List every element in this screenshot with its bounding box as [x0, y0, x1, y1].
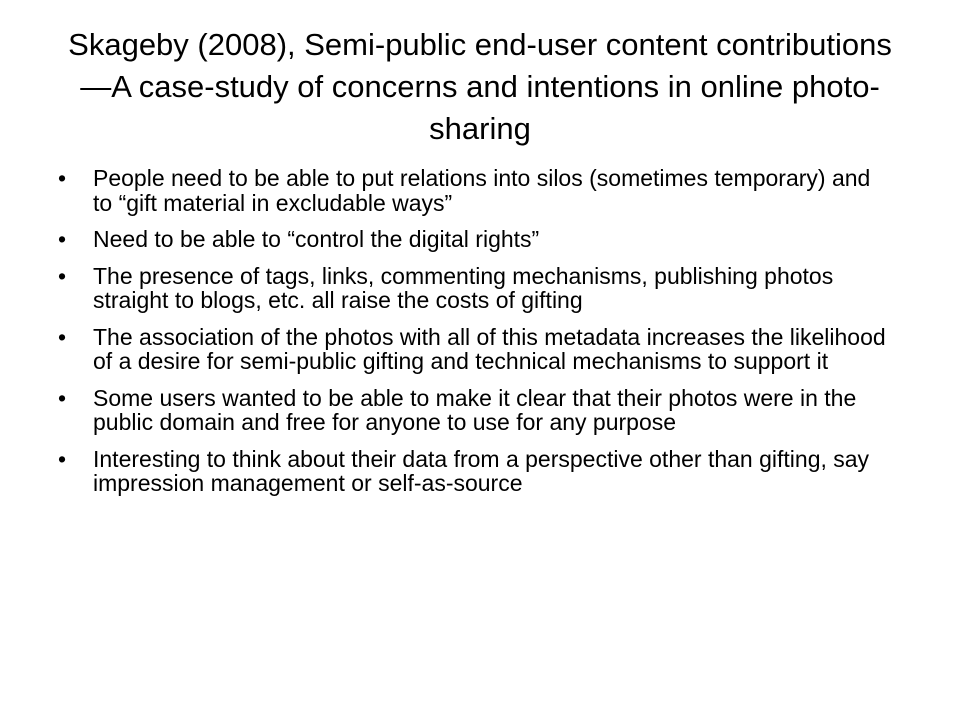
bullet-text: Need to be able to “control the digital rights”: [93, 226, 540, 252]
bullet-item: [58, 166, 888, 215]
bullet-dot-icon: •: [58, 323, 67, 350]
bullet-text: Interesting to think about their data from a perspective other than gifting, say impression management or self-as-source: [93, 445, 870, 496]
bullet-item: [58, 264, 888, 313]
bullet-text: The presence of tags, links, commenting mechanisms, publishing photos straight to blogs, etc. all raise the costs of gifting: [93, 262, 834, 313]
bullet-item: [58, 227, 888, 252]
bullet-list: [58, 166, 888, 508]
slide-title: Skageby (2008), Semi-public end-user content contributions—A case-study of concerns and intentions in online photo-sharing: [68, 27, 892, 146]
bullet-dot-icon: •: [58, 445, 67, 472]
bullet-dot-icon: •: [58, 165, 67, 191]
bullet-dot-icon: •: [58, 226, 67, 252]
bullet-item: [58, 447, 888, 496]
bullet-text: People need to be able to put relations into silos (sometimes temporary) and to “gift material in excludable ways”: [93, 165, 871, 216]
bullet-item: [58, 325, 888, 374]
bullet-text: Some users wanted to be able to make it clear that their photos were in the public domain and free for anyone to use for any purpose: [93, 384, 857, 435]
bullet-dot-icon: •: [58, 384, 67, 411]
bullet-item: [58, 386, 888, 435]
bullet-dot-icon: •: [58, 262, 67, 289]
bullet-text: The association of the photos with all of this metadata increases the likelihood of a desire for semi-public gifting and technical mechanisms to support it: [93, 323, 886, 374]
